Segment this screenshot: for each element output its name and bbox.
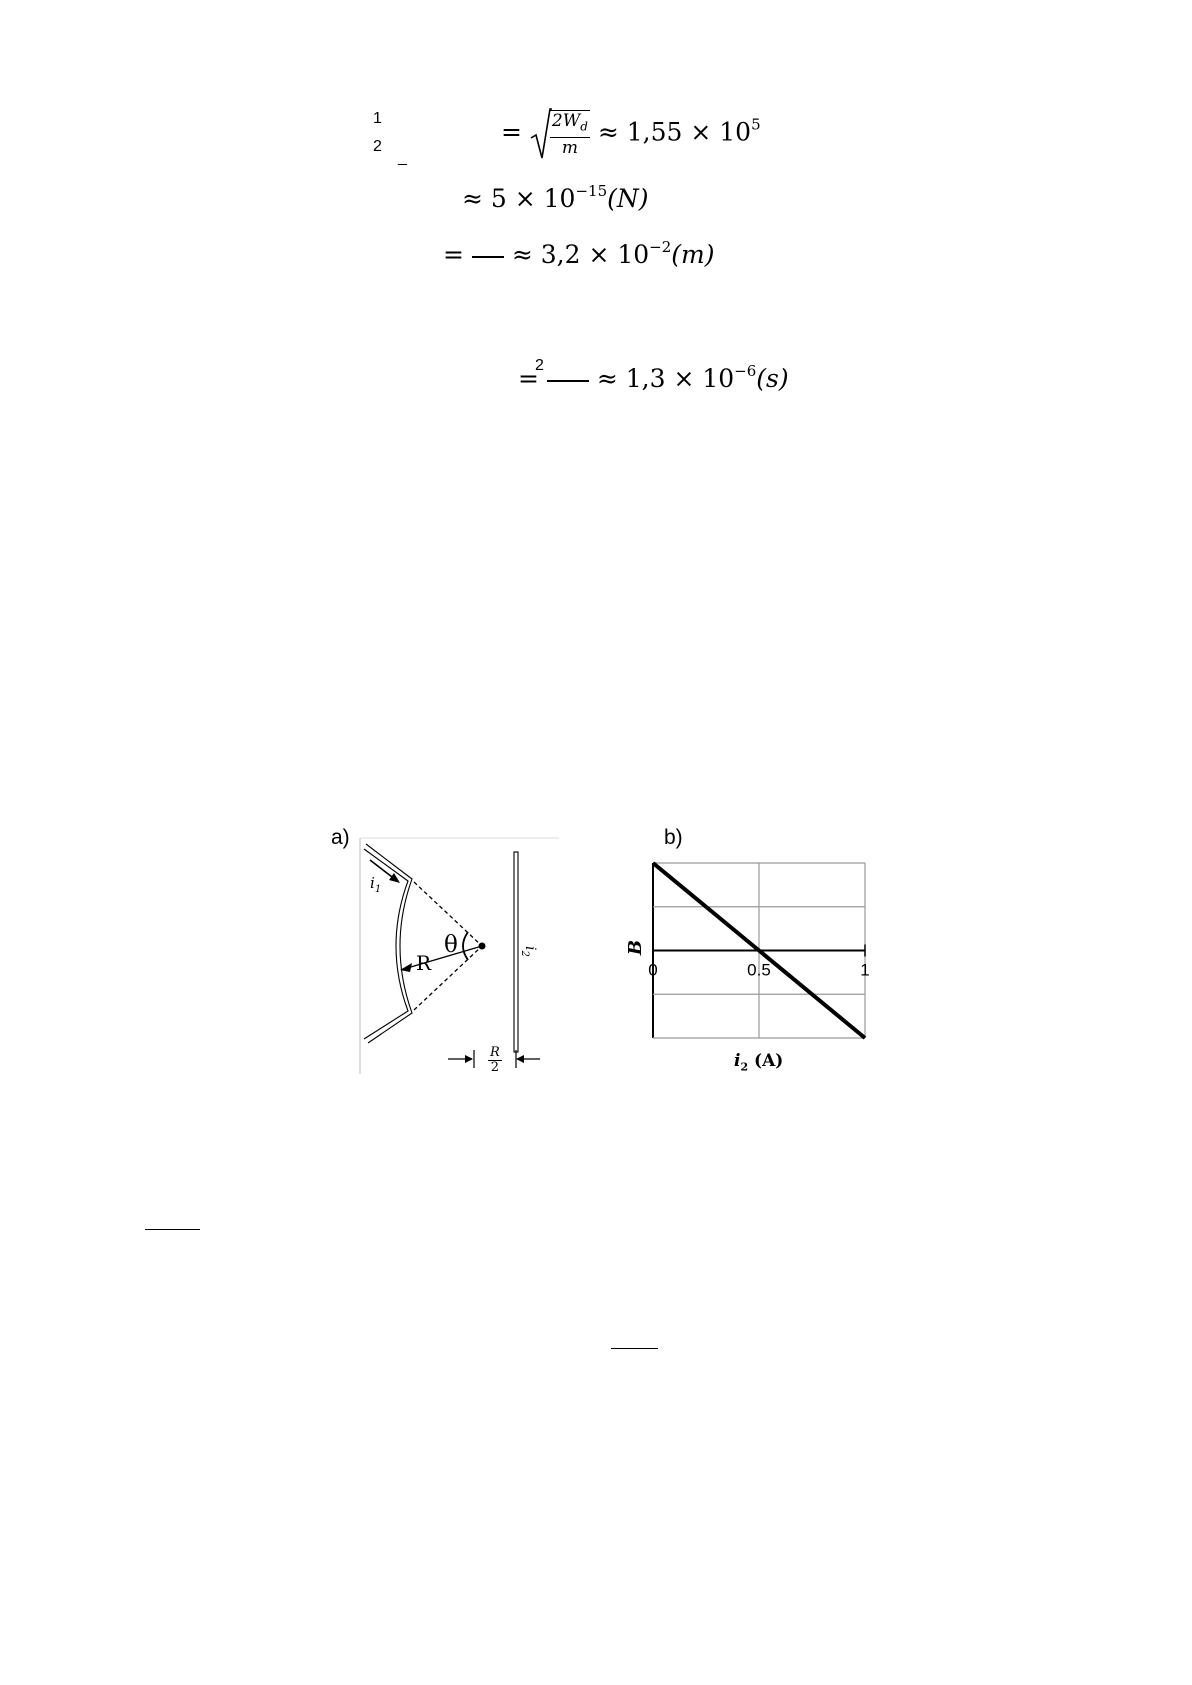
dim-arrowhead-left-icon	[465, 1055, 473, 1063]
x-tick-label: 0	[648, 960, 658, 980]
eq1-rhs: ≈ 1,55 × 10	[597, 117, 752, 147]
chart-ylabel: B	[625, 939, 647, 956]
eq4-unit: (s)	[756, 364, 789, 393]
eq1-frac-num: 2W	[551, 111, 581, 132]
eq4-sup-two: 2	[535, 357, 544, 374]
sqrt-fraction	[550, 110, 590, 157]
dim-arrowhead-right-icon	[516, 1055, 524, 1063]
chart-ticks	[648, 961, 869, 980]
eq1-frac-num-sub: d	[580, 119, 588, 134]
radius-label: R	[416, 951, 432, 975]
sqrt-sign-icon	[530, 108, 552, 160]
equation-1	[501, 108, 761, 160]
i1-label: $i_1$	[370, 874, 382, 895]
dim-fraction-num: R	[490, 1045, 500, 1060]
eq3-unit: (m)	[671, 240, 715, 269]
eq2-exp: −15	[575, 182, 608, 200]
eq1-dash-mark: _	[398, 149, 407, 166]
wire-i2	[514, 852, 518, 1052]
equation-3	[443, 240, 715, 269]
eq3-rhs: ≈ 3,2 × 10	[511, 240, 650, 269]
eq1-frac-den: m	[561, 137, 578, 158]
dim-fraction	[488, 1046, 502, 1075]
x-tick-label: 0.5	[747, 960, 771, 980]
theta-arc	[463, 932, 468, 960]
eq1-eq-sign: =	[501, 117, 522, 147]
sqrt-radical	[530, 108, 590, 160]
eq4-fraction-bar	[547, 380, 589, 382]
figure-a-label: a)	[331, 826, 350, 849]
dim-fraction-den: 2	[490, 1060, 500, 1075]
equation-4	[518, 364, 789, 393]
x-tick-label: 1	[860, 960, 870, 980]
eq1-sup-one: 1	[373, 110, 382, 127]
eq3-exp: −2	[649, 238, 672, 256]
eq3-eq-sign: =	[443, 240, 464, 269]
chart-xlabel: $i_2$ (A)	[734, 1051, 784, 1074]
eq2-unit: (N)	[607, 184, 649, 213]
eq4-eq-sign: =	[518, 364, 539, 393]
figure-b-label: b)	[664, 826, 683, 849]
equation-2	[462, 184, 649, 213]
eq1-sup-two: 2	[373, 138, 382, 155]
i2-wire-label: $i_2$	[519, 945, 538, 957]
bottom-rule-center	[611, 1348, 658, 1349]
eq4-rhs: ≈ 1,3 × 10	[596, 364, 735, 393]
theta-label: θ	[444, 932, 458, 958]
eq2-lhs: ≈ 5 × 10	[462, 184, 576, 213]
eq1-rhs-exp: 5	[751, 115, 761, 134]
eq4-exp: −6	[734, 362, 757, 380]
eq3-fraction-bar	[472, 256, 504, 258]
bottom-rule-left	[145, 1229, 200, 1230]
